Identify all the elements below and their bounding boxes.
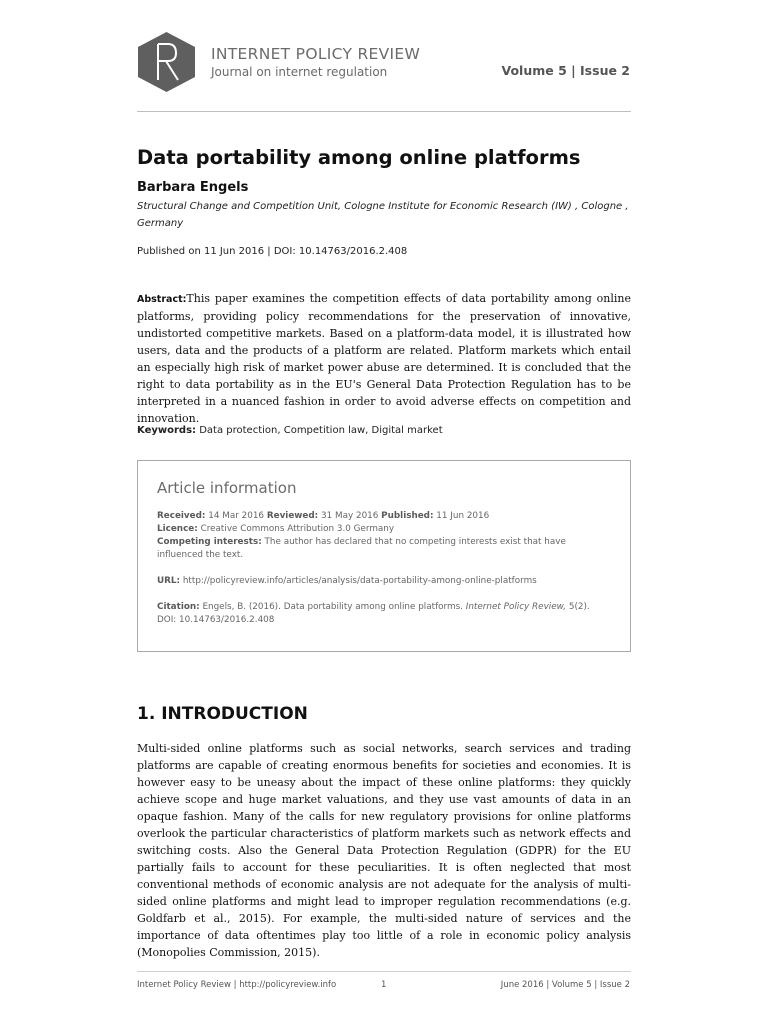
journal-name: INTERNET POLICY REVIEW: [211, 45, 421, 63]
keywords: [137, 425, 443, 436]
licence-label: Licence:: [157, 524, 198, 534]
policy-review-logo-icon: [138, 32, 195, 92]
competing-interests-label: Competing interests:: [157, 537, 262, 547]
citation-volume: 5(2).: [568, 602, 590, 612]
abstract-label: Abstract:: [137, 294, 187, 305]
citation-doi: DOI: 10.14763/2016.2.408: [157, 615, 275, 625]
citation-line: [157, 601, 611, 614]
article-information-details: [157, 510, 611, 627]
section-heading: 1. INTRODUCTION: [137, 704, 308, 724]
author-name: Barbara Engels: [137, 180, 249, 195]
competing-interests-text: The author has declared that no competing interests exist that have influenced the text.: [157, 537, 566, 560]
footer-divider: [137, 971, 631, 972]
citation-label: Citation:: [157, 602, 200, 612]
article-title: Data portability among online platforms: [137, 146, 581, 169]
article-information-heading: Article information: [157, 479, 297, 497]
citation-journal: Internet Policy Review,: [465, 602, 567, 612]
licence-line: [157, 523, 611, 536]
licence-text: Creative Commons Attribution 3.0 Germany: [200, 524, 395, 534]
abstract: [137, 290, 631, 427]
journal-tagline: Journal on internet regulation: [211, 65, 388, 79]
citation-text: Engels, B. (2016). Data portability among online platforms.: [202, 602, 463, 612]
url-label: URL:: [157, 576, 181, 586]
reviewed-date: 31 May 2016: [321, 511, 379, 521]
section-body: Multi-sided online platforms such as social networks, search services and trading platforms are capable of creating enormous benefits for societies and economies. It is however easy to be uneasy about the impact of these online platforms: they quickly achieve scope and huge market valuations, and they use vast amounts of data in an opaque fashion. Many of the calls for new regulatory provisions for online platforms overlook the particular characteristics of platform markets such as network effects and switching costs. Also the General Data Protection Regulation (GDPR) for the EU partially fails to account for these peculiarities. It is often neglected that most conventional methods of economic analysis are not adequate for the analysis of multi-sided online platforms and might lead to improper regulation recommendations (e.g. Goldfarb et al., 2015). For example, the multi-sided nature of services and the importance of data oftentimes play too little of a role in economic policy analysis (Monopolies Commission, 2015).: [137, 742, 631, 959]
header-divider: [137, 111, 631, 112]
footer-page-number: 1: [381, 980, 387, 990]
article-information-box: [137, 460, 631, 652]
abstract-text: This paper examines the competition effects of data portability among online platforms, providing policy recommendations for the preservation of innovative, undistorted competitive markets. Based on a platform-data model, it is illustrated how users, data and the products of a platform are related. Platform markets which entail an especially high risk of market power abuse are determined. It is concluded that the right to data portability as in the EU's General Data Protection Regulation has to be interpreted in a nuanced fashion in order to avoid adverse effects on competition and innovation.: [137, 292, 631, 425]
footer-issue-date: June 2016 | Volume 5 | Issue 2: [500, 980, 630, 990]
received-date: 14 Mar 2016: [208, 511, 265, 521]
dates-line: [157, 510, 611, 523]
author-affiliation: Structural Change and Competition Unit, Cologne Institute for Economic Research (IW) , Cologne , Germany: [137, 201, 629, 229]
volume-issue: Volume 5 | Issue 2: [501, 63, 630, 78]
reviewed-label: Reviewed:: [266, 511, 319, 521]
keywords-text: Data protection, Competition law, Digital market: [199, 425, 443, 436]
footer-journal-url: Internet Policy Review | http://policyreview.info: [137, 980, 337, 990]
published-label: Published:: [381, 511, 434, 521]
keywords-label: Keywords:: [137, 425, 197, 436]
published-doi-line: Published on 11 Jun 2016 | DOI: 10.14763/2016.2.408: [137, 246, 408, 257]
published-date: 11 Jun 2016: [436, 511, 490, 521]
received-label: Received:: [157, 511, 206, 521]
competing-interests-line: [157, 536, 611, 562]
url-line: [157, 575, 611, 588]
article-url-link[interactable]: http://policyreview.info/articles/analysis/data-portability-among-online-platforms: [182, 576, 537, 586]
